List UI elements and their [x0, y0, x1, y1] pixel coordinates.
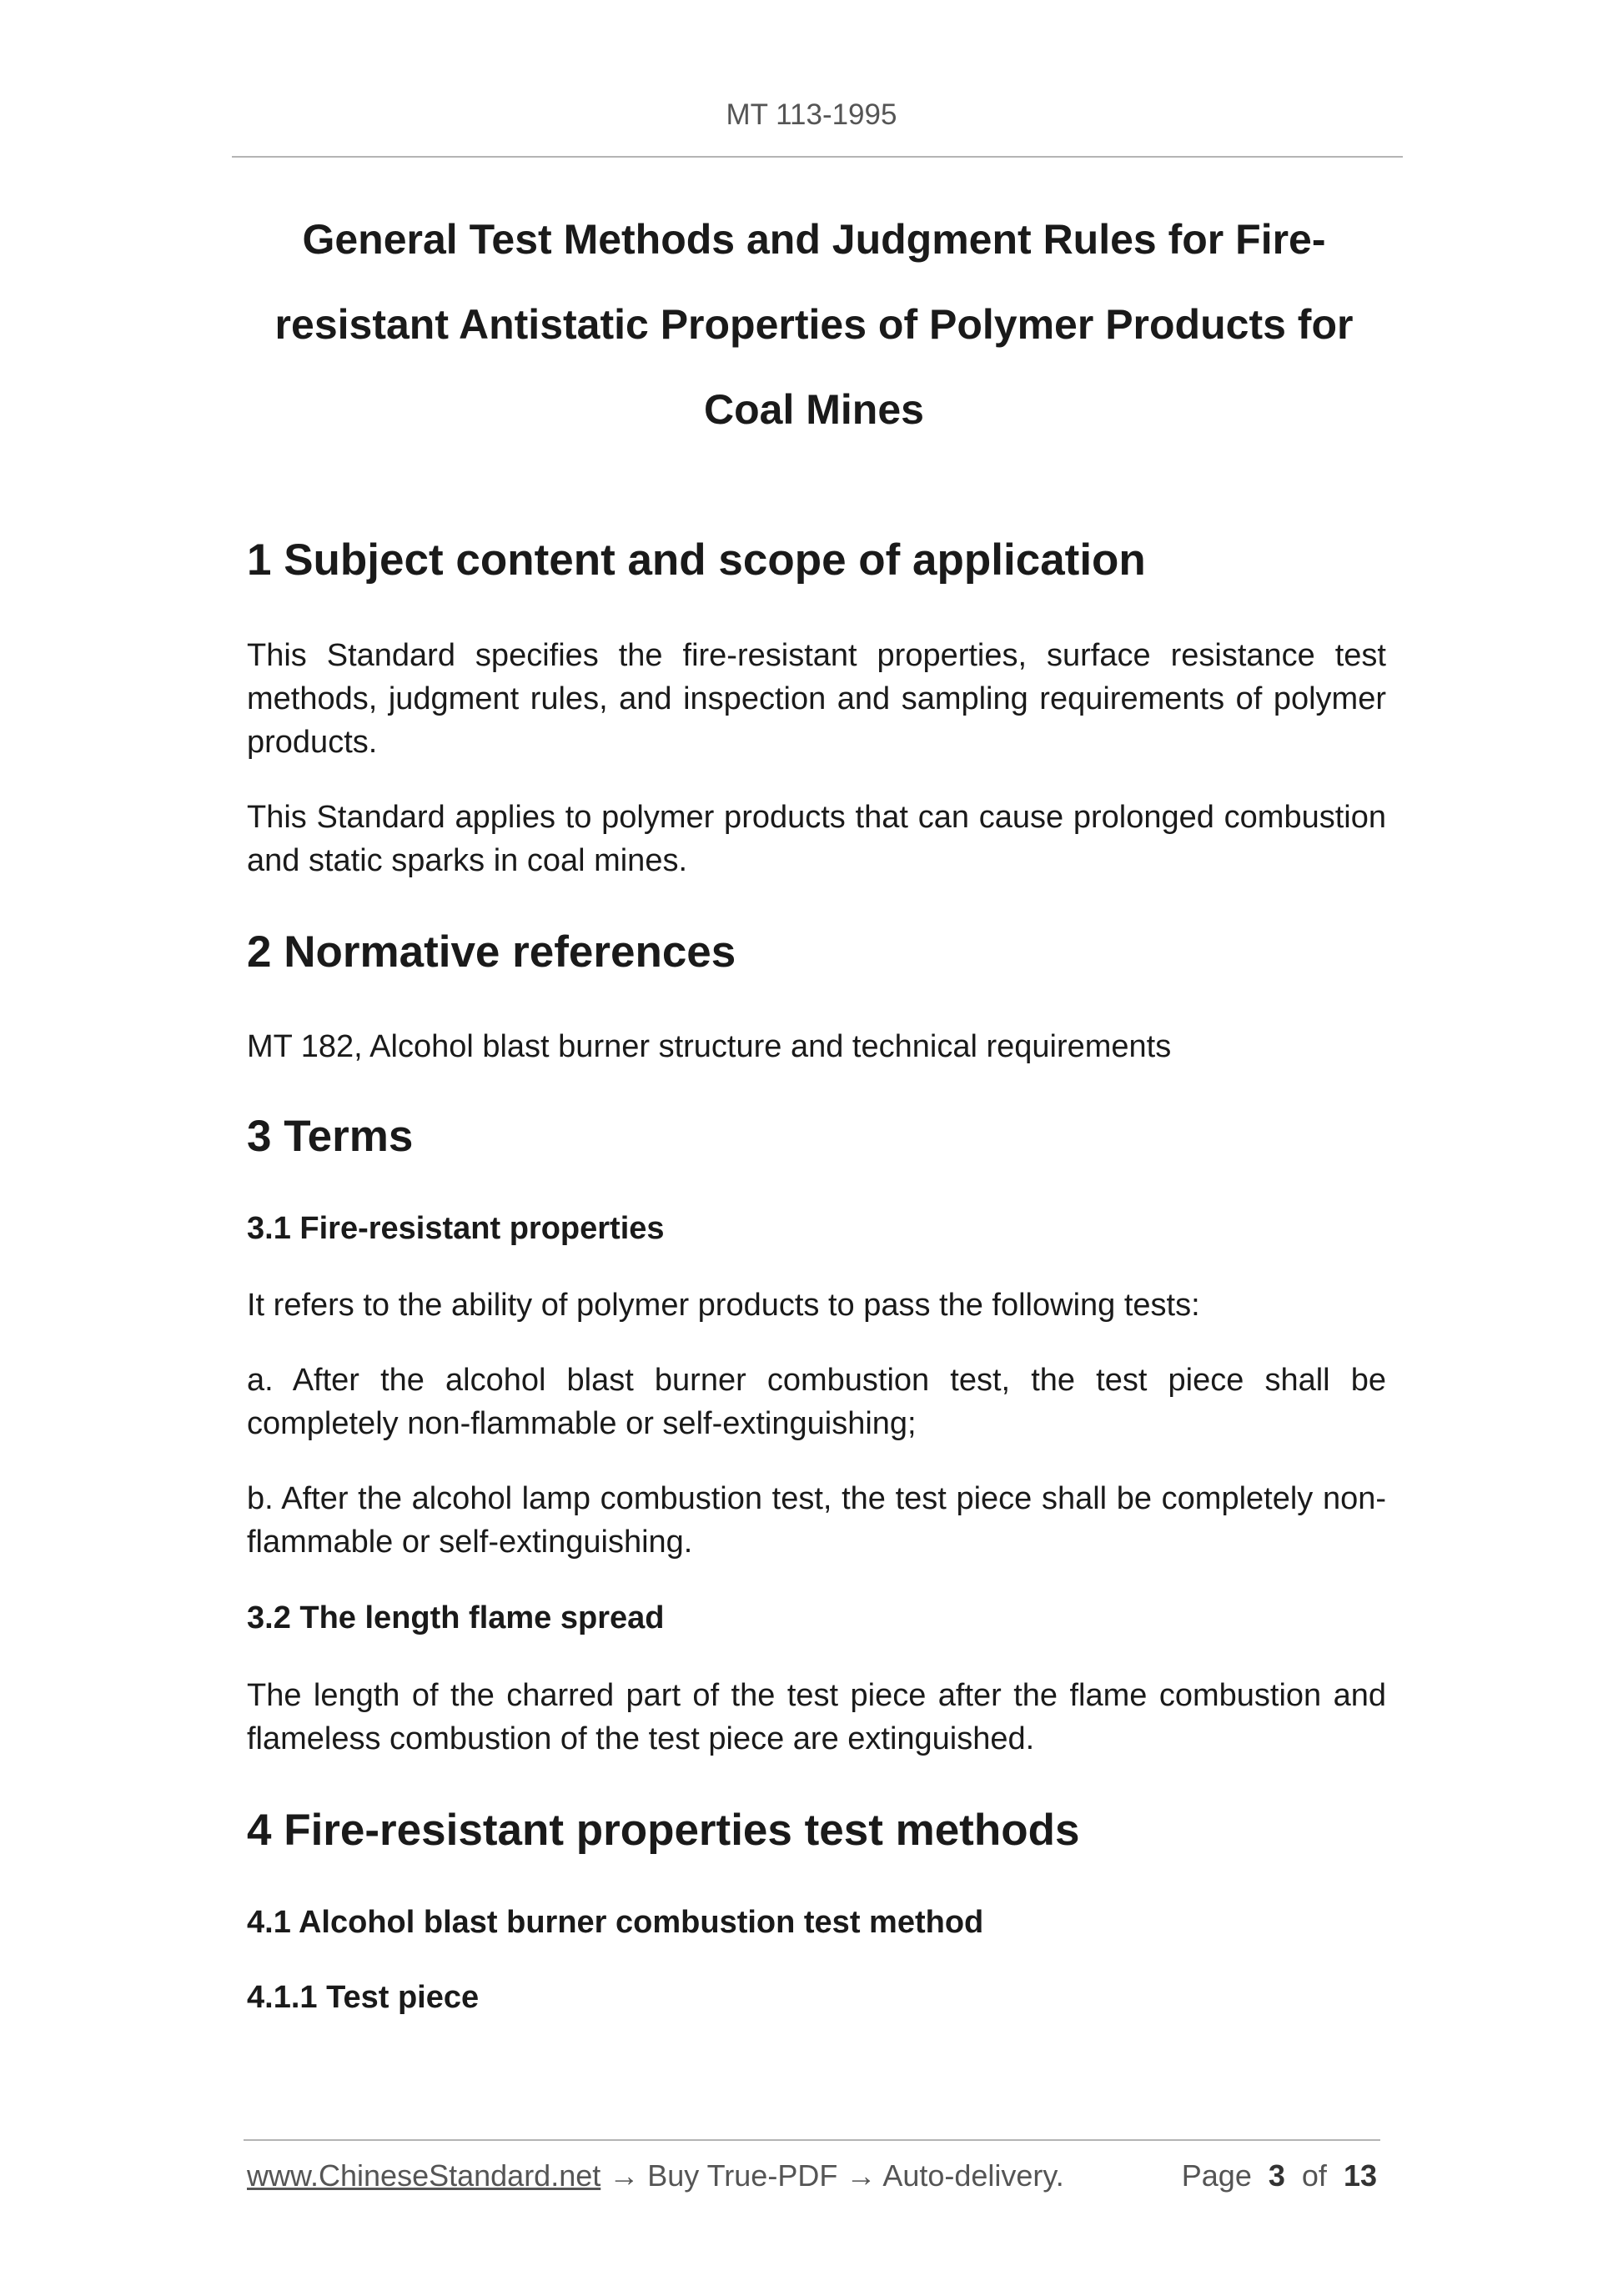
section-1-paragraph-1: This Standard specifies the fire-resistant properties, surface resistance test methods, judgment rules, and inspection and sampling requirements of polymer products. [247, 637, 1386, 760]
section-2-paragraph-1: MT 182, Alcohol blast burner structure and technical requirements [247, 1029, 1172, 1065]
section-3-heading: 3 Terms [247, 1112, 414, 1162]
section-4-1-1-heading: 4.1.1 Test piece [247, 1980, 480, 2016]
footer-rule [244, 2139, 1380, 2141]
section-4-1-heading: 4.1 Alcohol blast burner combustion test method [247, 1904, 984, 1940]
section-3-1-item-b: b. After the alcohol lamp combustion test, the test piece shall be completely non-flammable or self-extinguishing. [247, 1481, 1386, 1560]
page-current: 3 [1268, 2158, 1285, 2193]
page-total: 13 [1343, 2158, 1377, 2193]
footer-promo-text: → Buy True-PDF → Auto-delivery. [600, 2158, 1064, 2193]
section-4-heading: 4 Fire-resistant properties test methods [247, 1805, 1080, 1855]
page-indicator [1182, 2158, 1377, 2193]
section-3-1-paragraph-1: It refers to the ability of polymer products to pass the following tests: [247, 1288, 1200, 1324]
section-3-2-paragraph-1: The length of the charred part of the test piece after the flame combustion and flameless combustion of the test piece are extinguished. [247, 1677, 1386, 1756]
site-link[interactable]: www.ChineseStandard.net [247, 2158, 601, 2193]
header-rule [232, 156, 1403, 158]
section-1-paragraph-2: This Standard applies to polymer products that can cause prolonged combustion and static sparks in coal mines. [247, 799, 1386, 878]
running-header: MT 113-1995 [726, 98, 897, 131]
section-3-2-heading: 3.2 The length flame spread [247, 1600, 665, 1636]
page-footer [247, 2158, 1377, 2193]
document-body [247, 534, 1386, 2017]
section-3-1-item-a: a. After the alcohol blast burner combustion test, the test piece shall be completely non-flammable or self-extinguishing; [247, 1363, 1386, 1442]
section-2-heading: 2 Normative references [247, 927, 736, 977]
page-of: of [1301, 2158, 1327, 2193]
document-title: General Test Methods and Judgment Rules for Fire-resistant Antistatic Properties of Polymer Products for Coal Mines [274, 216, 1354, 433]
page-label: Page [1181, 2158, 1252, 2193]
section-3-1-heading: 3.1 Fire-resistant properties [247, 1210, 665, 1246]
section-1-heading: 1 Subject content and scope of application [247, 535, 1146, 585]
